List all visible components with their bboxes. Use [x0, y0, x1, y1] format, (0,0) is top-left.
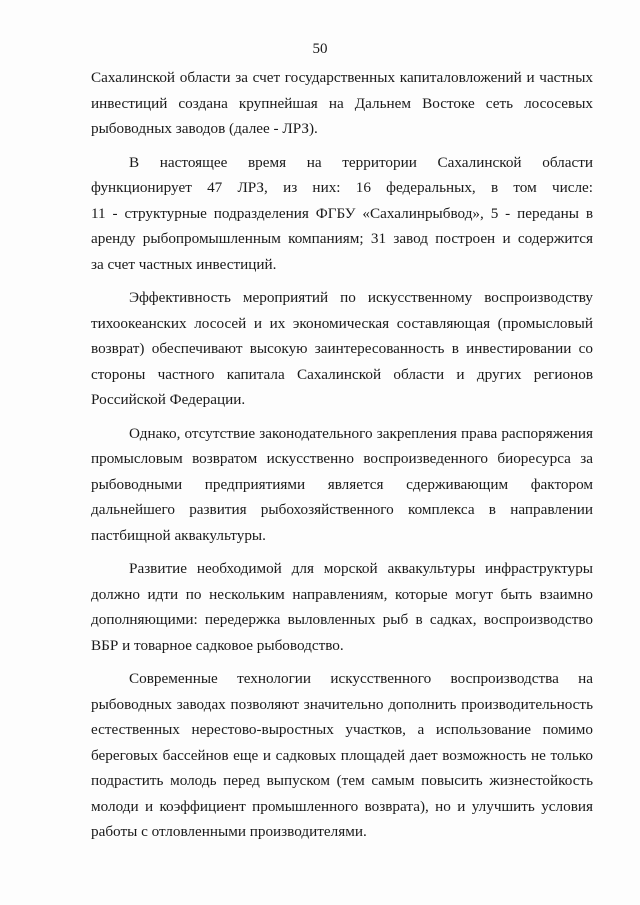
text-line: Развитие необходимой для морской аквакультуры инфраструктуры	[129, 560, 593, 577]
text-line: пастбищной аквакультуры.	[91, 526, 266, 544]
text-line: инвестиций создана крупнейшая на Дальнем Востоке сеть лососевых	[91, 94, 593, 112]
paragraph-4	[91, 421, 593, 549]
text-line: стороны частного капитала Сахалинской области и других регионов	[91, 365, 593, 383]
text-line: Российской Федерации.	[91, 391, 246, 408]
text-line: за счет частных инвестиций.	[91, 255, 277, 273]
text-line: рыбоводными предприятиями является сдерживающим фактором	[91, 475, 593, 493]
text-line: функционирует 47 ЛРЗ, из них: 16 федеральных, в том числе:	[91, 179, 593, 196]
text-line: должно идти по нескольким направлениям, которые могут быть взаимно	[91, 585, 593, 603]
text-line: естественных нерестово-выростных участков, а использование помимо	[91, 721, 593, 738]
text-line: ВБР и товарное садковое рыбоводство.	[91, 636, 344, 654]
text-line: 11 - структурные подразделения ФГБУ «Сахалинрыбвод», 5 - переданы в	[91, 204, 593, 222]
text-line: дополняющими: передержка выловленных рыб в садках, воспроизводство	[91, 611, 593, 628]
paragraph-2	[91, 150, 593, 278]
paragraph-5	[91, 556, 593, 658]
paragraph-6	[91, 666, 593, 845]
paragraph-3	[91, 285, 593, 413]
text-line: аренду рыбопромышленным компаниям; 31 завод построен и содержится	[91, 230, 593, 247]
text-line: подрастить молодь перед выпуском (тем самым повысить жизнестойкость	[91, 772, 593, 789]
text-line: Эффективность мероприятий по искусственному воспроизводству	[129, 289, 593, 306]
paragraph-1	[91, 65, 593, 142]
text-line: дальнейшего развития рыбохозяйственного комплекса в направлении	[91, 501, 593, 518]
text-line: молоди и коэффициент промышленного возврата), но и улучшить условия	[91, 797, 593, 815]
text-line: рыбоводных заводах позволяют значительно дополнить производительность	[91, 695, 593, 713]
text-line: возврат) обеспечивают высокую заинтересованность в инвестировании со	[91, 340, 593, 357]
text-line: В настоящее время на территории Сахалинской области	[129, 153, 593, 171]
text-line: береговых бассейнов еще и садковых площадей дает возможность не только	[91, 746, 593, 764]
text-line: Современные технологии искусственного воспроизводства на	[129, 670, 593, 687]
page-number: 50	[312, 41, 328, 57]
text-line: рыбоводных заводов (далее - ЛРЗ).	[91, 120, 318, 137]
text-line: промысловым возвратом искусственно воспроизведенного биоресурса за	[91, 450, 593, 467]
text-line: Однако, отсутствие законодательного закрепления права распоряжения	[129, 424, 593, 442]
text-line: Сахалинской области за счет государственных капиталовложений и частных	[91, 69, 593, 86]
body-text	[91, 65, 593, 853]
text-line: работы с отловленными производителями.	[91, 823, 367, 840]
text-line: тихоокеанских лососей и их экономическая составляющая (промысловый	[91, 314, 593, 332]
